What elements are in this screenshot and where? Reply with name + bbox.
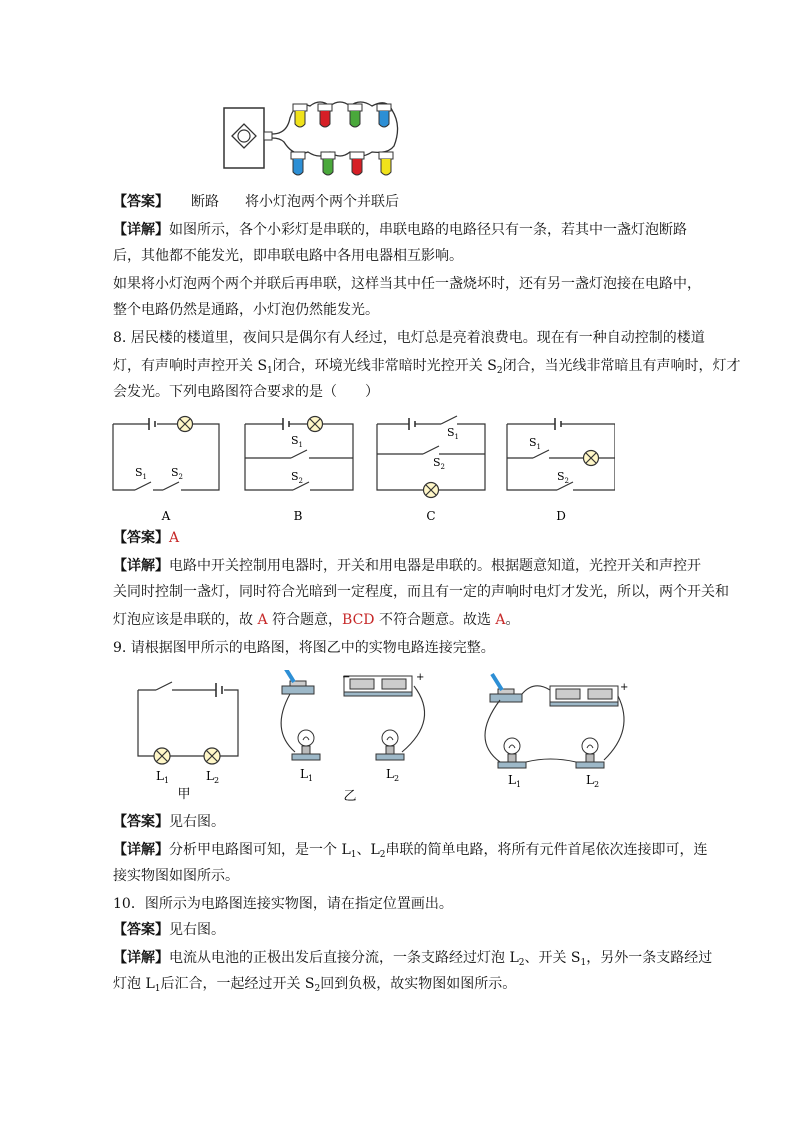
- circuit-a: [113, 418, 219, 490]
- q7-detail-line2: 后，其他都不能发光，即串联电路中各用电器相互影响。: [113, 248, 463, 264]
- label-jia: 甲: [177, 787, 191, 802]
- q9-figures: [130, 670, 650, 808]
- option-d-label: D: [556, 509, 566, 523]
- svg-text:S1: $S_1$: [291, 434, 304, 449]
- option-a-label: A: [161, 509, 171, 523]
- q9-answer: 【答案】见右图。: [113, 814, 225, 830]
- top-bulbs: [293, 104, 391, 127]
- svg-text:L2: $L_2$: [586, 773, 600, 789]
- q10-stem: 10．图所示为电路图连接实物图，请在指定位置画出。: [113, 896, 453, 912]
- svg-text:S2: $S_2$: [171, 466, 184, 481]
- q10-detail-line2: 灯泡 $L_1$后汇合，一起经过开关 $S_2$回到负极，故实物图如图所示。: [113, 976, 517, 994]
- q8-stem-line2: 灯，有声响时声控开关 $S_1$闭合，环境光线非常暗时光控开关 $S_2$闭合，当光线非常暗且有声响时，灯才: [113, 358, 741, 376]
- svg-text:+: +: [620, 682, 629, 693]
- detail-tag: 【详解】: [113, 222, 169, 238]
- schematic-jia: [138, 682, 238, 756]
- svg-text:S2: $S_2$: [291, 470, 304, 485]
- circuit-c: [377, 416, 485, 490]
- svg-text:L1: $L_1$: [508, 773, 522, 789]
- q8-detail-line3: 灯泡应该是串联的，故 A 符合题意，BCD 不符合题意。故选 A。: [113, 612, 520, 628]
- q7-detail-line1: 【详解】如图所示，各个小彩灯是串联的，串联电路的电路径只有一条，若其中一盏灯泡断路: [113, 222, 687, 238]
- q8-detail-line2: 关同时控制一盏灯，同时符合光暗到一定程度，而且有一定的声响时电灯才发光，所以，两个开关和: [113, 584, 729, 600]
- q7-detail-line4: 整个电路仍然是通路，小灯泡仍然能发光。: [113, 302, 379, 318]
- q8-detail-line1: 【详解】电路中开关控制用电器时，开关和用电器是串联的。根据题意知道，光控开关和声控开: [113, 558, 701, 574]
- q9-detail-line1: 【详解】分析甲电路图可知，是一个 $L_1$、$L_2$串联的简单电路，将所有元件首尾依次连接即可，连: [113, 842, 708, 860]
- svg-text:S1: $S_1$: [135, 466, 148, 481]
- answer-tag: 【答案】: [113, 194, 169, 210]
- q8-circuit-options: [105, 408, 615, 526]
- svg-text:L1: $L_1$: [156, 769, 170, 785]
- physical-answer: [485, 674, 628, 789]
- q10-answer: 【答案】见右图。: [113, 922, 225, 938]
- svg-text:S2: $S_2$: [433, 456, 446, 471]
- option-b-label: B: [293, 509, 303, 523]
- physical-yi: [281, 670, 424, 804]
- q10-detail-line1: 【详解】电流从电池的正极出发后直接分流，一条支路经过灯泡 $L_2$、开关 $S_1$，另外一条支路经过: [113, 950, 713, 968]
- bulb-string-figure: [222, 96, 422, 188]
- svg-text:L2: $L_2$: [206, 769, 220, 785]
- svg-text:−: −: [342, 672, 351, 683]
- svg-text:S1: $S_1$: [529, 436, 542, 451]
- label-yi: 乙: [343, 789, 357, 804]
- svg-text:L2: $L_2$: [386, 767, 400, 783]
- option-c-label: C: [426, 509, 436, 523]
- svg-text:L1: $L_1$: [300, 767, 314, 783]
- svg-text:S1: $S_1$: [447, 426, 460, 441]
- answer-text-2: 将小灯泡两个两个并联后: [245, 194, 399, 210]
- q8-stem-line3: 会发光。下列电路图符合要求的是（ ）: [113, 384, 379, 400]
- answer-text-1: 断路: [191, 194, 219, 210]
- q9-stem: 9. 请根据图甲所示的电路图，将图乙中的实物电路连接完整。: [113, 640, 495, 656]
- svg-text:+: +: [416, 672, 425, 683]
- q7-detail-line3: 如果将小灯泡两个两个并联后再串联，这样当其中任一盏烧坏时，还有另一盏灯泡接在电路中，: [113, 276, 701, 292]
- q7-answer: [113, 192, 399, 212]
- q8-answer: 【答案】A: [113, 530, 180, 546]
- q9-detail-line2: 接实物图如图所示。: [113, 868, 239, 884]
- q8-stem-line1: 8. 居民楼的楼道里，夜间只是偶尔有人经过，电灯总是亮着浪费电。现在有一种自动控制的楼道: [113, 330, 705, 346]
- svg-text:S2: $S_2$: [557, 470, 570, 485]
